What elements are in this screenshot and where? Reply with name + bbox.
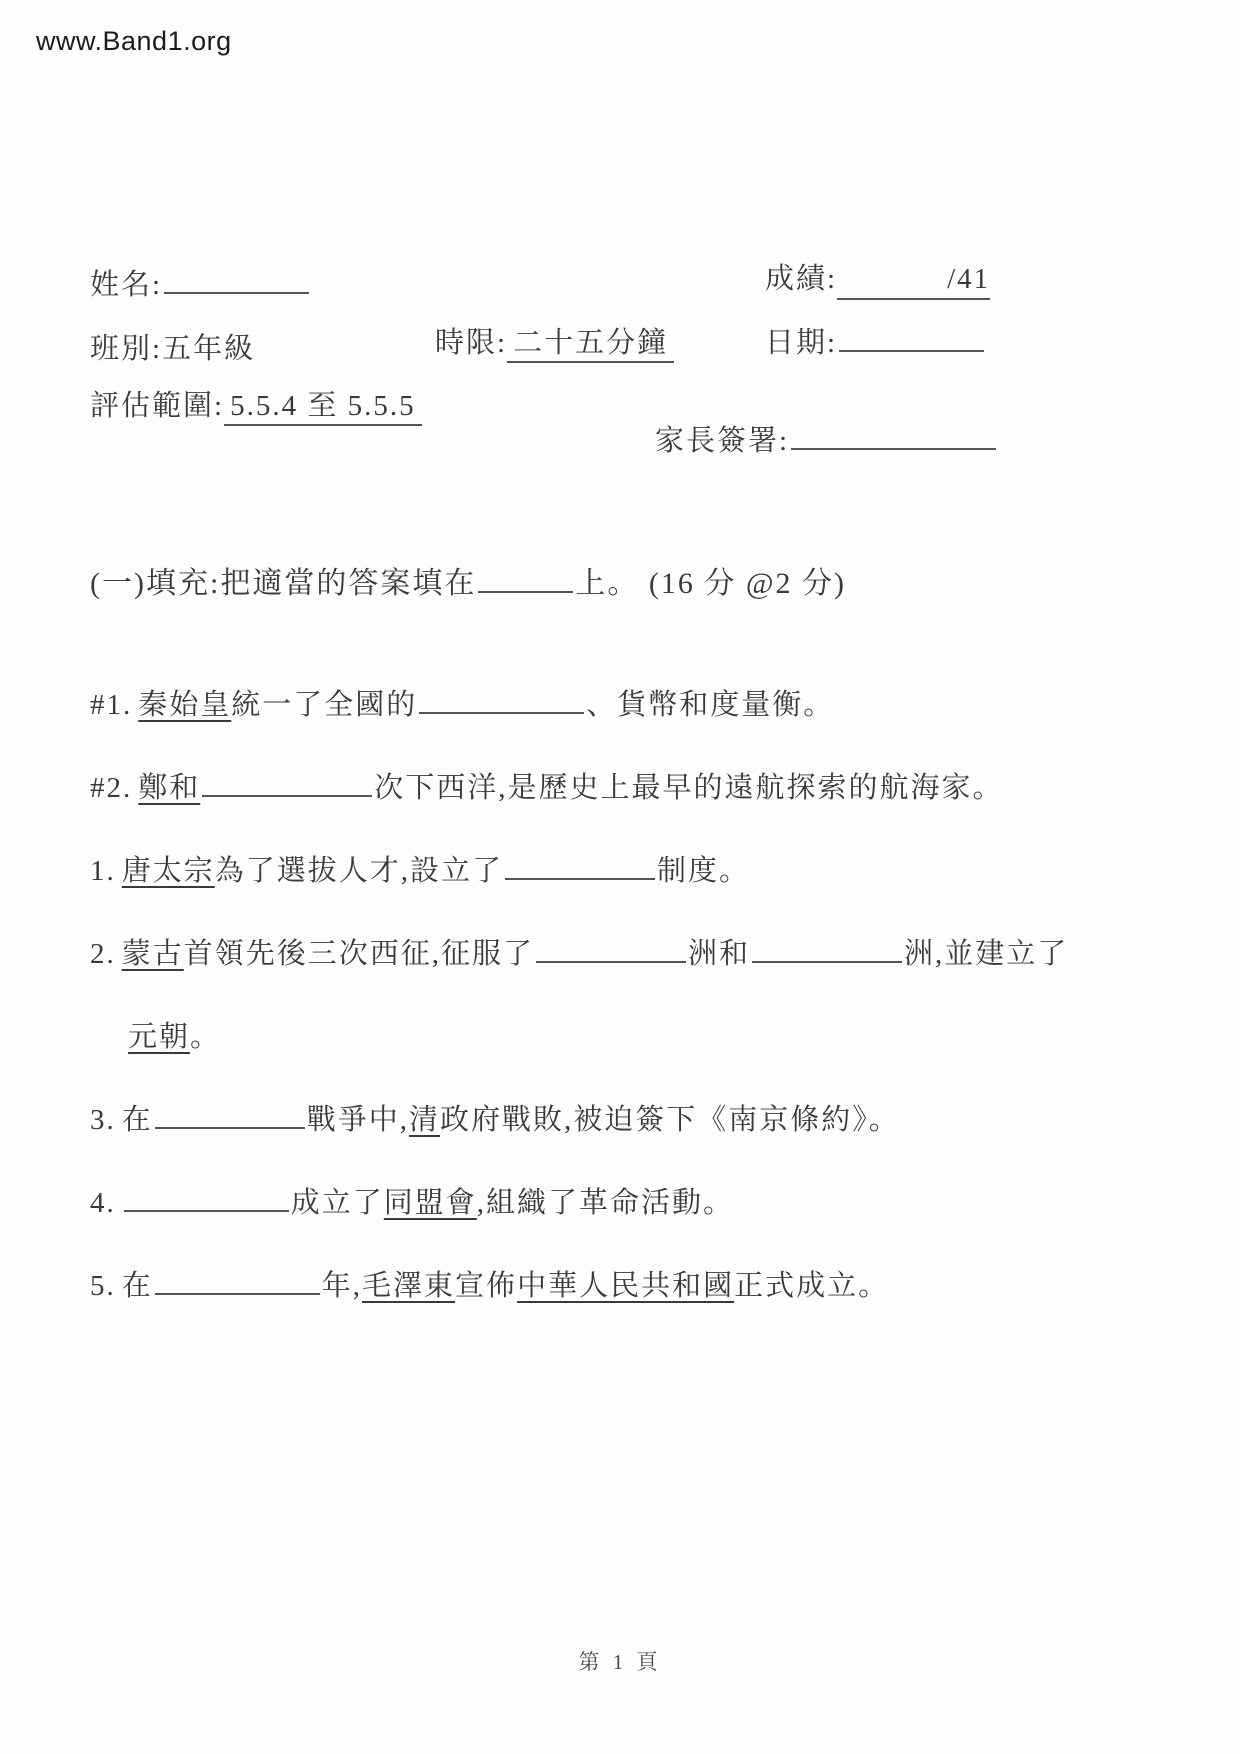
question-text: 在 [121, 1104, 153, 1136]
question-text: 、貨幣和度量衡。 [586, 689, 835, 721]
answer-blank [202, 767, 372, 797]
underlined-term: 同盟會 [383, 1187, 477, 1219]
question-row [90, 1263, 1160, 1306]
question-text: 次下西洋,是歷史上最早的遠航探索的航海家。 [374, 772, 1004, 804]
question-text: 洲,並建立了 [904, 938, 1069, 970]
scope-field [90, 383, 422, 424]
class-value: 五年級 [162, 333, 256, 365]
parent-sign-blank [791, 420, 996, 450]
underlined-term: 中華人民共和國 [517, 1270, 735, 1302]
section-title-post: 上。 (16 分 @2 分) [575, 567, 846, 600]
scope-label: 評估範圍: [90, 390, 225, 422]
parent-sign-field [655, 418, 998, 459]
question-text: 宣佈 [455, 1270, 518, 1302]
question-row [90, 848, 1160, 891]
date-blank [839, 322, 984, 352]
name-blank [164, 264, 309, 294]
underlined-term: 毛澤東 [362, 1270, 456, 1302]
underlined-term: 唐太宗 [121, 855, 215, 887]
question-text: 為了選拔人才,設立了 [214, 855, 504, 887]
section-title [90, 558, 846, 602]
score-field [765, 256, 990, 300]
question-list [90, 682, 1160, 1346]
section-title-blank [478, 563, 573, 594]
question-text: 。 [190, 1021, 222, 1053]
question-number: 5. [90, 1270, 116, 1302]
question-text: 年, [321, 1270, 363, 1302]
underlined-term: 鄭和 [138, 772, 201, 804]
time-limit-value: 二十五分鐘 [507, 327, 674, 363]
question-text: 戰爭中, [306, 1104, 410, 1136]
section-title-pre: (一)填充:把適當的答案填在 [90, 567, 477, 600]
question-row [90, 931, 1160, 974]
question-text: 政府戰敗,被迫簽下《南京條約》。 [440, 1104, 900, 1136]
answer-blank [752, 933, 902, 963]
question-row [90, 1097, 1160, 1140]
date-label: 日期: [765, 327, 838, 359]
name-field [90, 262, 311, 303]
question-number: 2. [90, 938, 116, 970]
question-text: 統一了全國的 [231, 689, 418, 721]
question-row [90, 1180, 1160, 1223]
question-number: #2. [90, 772, 133, 804]
time-limit-field [435, 320, 674, 361]
answer-blank [124, 1182, 289, 1212]
question-row [90, 765, 1160, 808]
time-limit-label: 時限: [435, 327, 508, 359]
answer-blank [155, 1265, 320, 1295]
class-label: 班別: [90, 333, 163, 365]
question-text: ,組織了革命活動。 [476, 1187, 735, 1219]
question-number: 3. [90, 1104, 116, 1136]
question-number: 4. [90, 1187, 116, 1219]
question-row [90, 1014, 1160, 1057]
question-text: 成立了 [290, 1187, 384, 1219]
date-field [765, 320, 986, 361]
question-number: 1. [90, 855, 116, 887]
underlined-term: 秦始皇 [138, 689, 232, 721]
site-watermark: www.Band1.org [36, 26, 232, 56]
class-field [90, 326, 255, 367]
parent-sign-label: 家長簽署: [655, 425, 790, 457]
score-total: /41 [947, 263, 991, 295]
answer-blank [505, 850, 655, 880]
question-row [90, 682, 1160, 725]
question-text: 制度。 [657, 855, 751, 887]
question-number: #1. [90, 689, 133, 721]
underlined-term: 蒙古 [121, 938, 184, 970]
score-label: 成績: [765, 263, 838, 295]
answer-blank [155, 1099, 305, 1129]
question-text: 正式成立。 [734, 1270, 890, 1302]
underlined-term: 元朝 [128, 1021, 191, 1053]
scope-value: 5.5.4 至 5.5.5 [224, 390, 422, 426]
answer-blank [536, 933, 686, 963]
underlined-term: 清 [409, 1104, 441, 1136]
page-number: 第 1 頁 [578, 1650, 662, 1674]
answer-blank [419, 684, 584, 714]
name-label: 姓名: [90, 269, 163, 301]
question-text: 洲和 [688, 938, 751, 970]
question-text: 首領先後三次西征,征服了 [183, 938, 535, 970]
score-line [837, 263, 990, 300]
question-text: 在 [121, 1270, 153, 1302]
